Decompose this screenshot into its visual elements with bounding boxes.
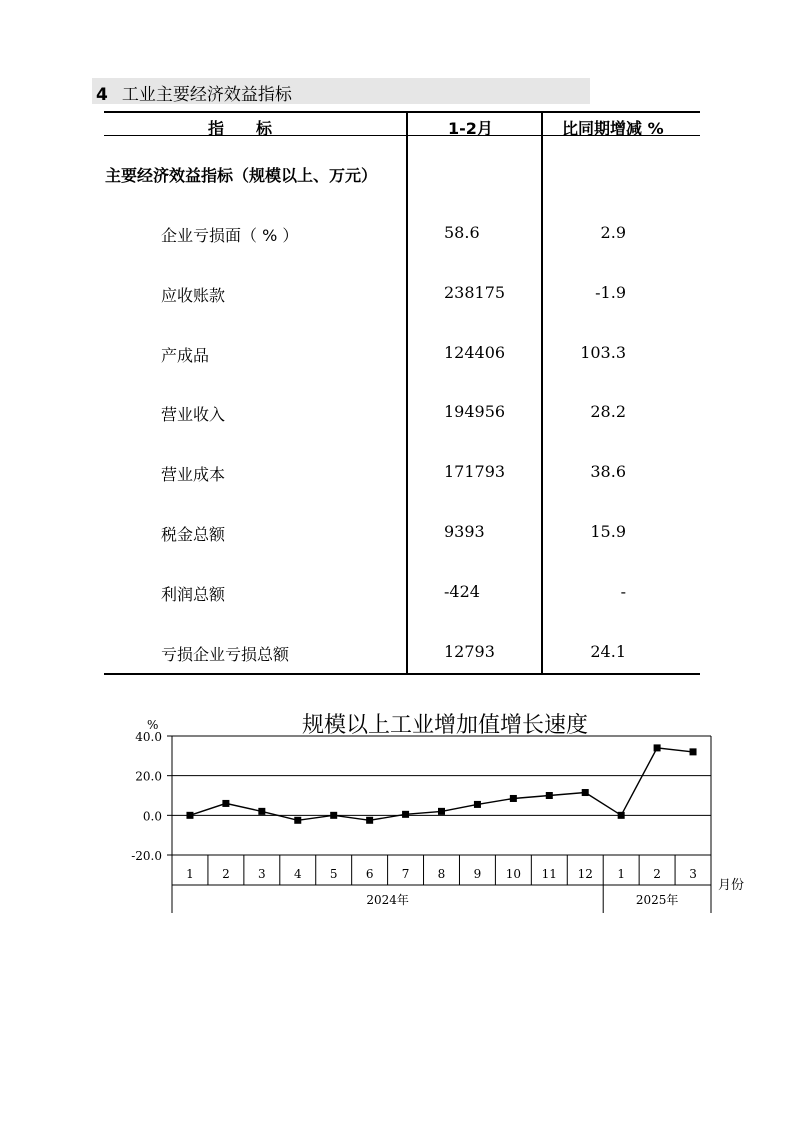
data-point: [618, 812, 625, 819]
x-tick-label: 2: [222, 867, 230, 881]
row-change: 15.9: [590, 522, 626, 541]
row-label: 税金总额: [161, 525, 226, 544]
y-unit-label: %: [147, 718, 159, 732]
row-value: 194956: [444, 402, 506, 421]
x-tick-label: 7: [401, 867, 410, 881]
y-tick-label: 0.0: [142, 809, 162, 824]
row-value: 124406: [444, 343, 506, 362]
x-unit-label: 月份: [718, 878, 745, 893]
row-label: 亏损企业亏损总额: [161, 645, 290, 664]
data-point: [438, 808, 445, 815]
x-tick-label: 2: [653, 867, 661, 881]
x-tick-label: 1: [617, 867, 625, 881]
year-label: 2024年: [366, 893, 409, 907]
header-indicator: 指 标: [208, 119, 273, 138]
data-point: [258, 808, 265, 815]
x-tick-label: 3: [258, 867, 266, 881]
x-tick-label: 11: [541, 867, 557, 881]
x-tick-label: 3: [689, 867, 697, 881]
data-point: [330, 812, 337, 819]
series-line: [190, 748, 693, 820]
row-value: 238175: [444, 283, 506, 302]
row-label: 营业成本: [161, 465, 226, 484]
row-label: 企业亏损面（ % ）: [161, 226, 299, 245]
y-tick-label: 40.0: [135, 730, 162, 744]
data-point: [222, 800, 229, 807]
row-label: 应收账款: [161, 286, 226, 305]
row-value: 171793: [444, 462, 506, 481]
row-change: 103.3: [580, 343, 626, 362]
x-tick-label: 1: [186, 867, 194, 881]
data-point: [474, 801, 481, 808]
data-point: [654, 744, 661, 751]
table-top-rule: [104, 111, 700, 113]
data-point: [366, 817, 373, 824]
y-tick-label: -20.0: [131, 849, 162, 863]
data-point: [294, 817, 301, 824]
section-title: 工业主要经济效益指标: [121, 85, 292, 105]
table-bottom-rule: [104, 673, 700, 675]
row-change: 38.6: [590, 462, 626, 481]
data-point: [690, 748, 697, 755]
row-value: 9393: [444, 522, 485, 541]
row-label: 利润总额: [161, 585, 226, 604]
year-label: 2025年: [635, 893, 679, 907]
row-change: 28.2: [590, 402, 626, 421]
header-change: 比同期增减 %: [562, 119, 664, 138]
data-point: [582, 789, 589, 796]
row-change: -: [620, 582, 626, 601]
data-point: [546, 792, 553, 799]
group-title: 主要经济效益指标（规模以上、万元）: [105, 166, 378, 185]
row-change: -1.9: [595, 283, 626, 302]
section-number: 4: [96, 85, 108, 105]
table-col-divider-1: [406, 111, 408, 674]
row-label: 营业收入: [161, 405, 226, 424]
x-tick-label: 9: [473, 867, 482, 881]
y-tick-label: 20.0: [135, 769, 162, 784]
row-value: 58.6: [444, 223, 480, 242]
x-tick-label: 5: [329, 867, 338, 881]
x-tick-label: 10: [505, 867, 522, 881]
row-change: 24.1: [590, 642, 626, 661]
data-point: [510, 795, 517, 802]
x-tick-label: 12: [577, 867, 593, 881]
row-label: 产成品: [161, 346, 210, 365]
x-tick-label: 6: [365, 867, 374, 881]
data-point: [402, 811, 409, 818]
row-value: -424: [444, 582, 480, 601]
section-heading: [96, 80, 292, 105]
data-point: [186, 812, 193, 819]
header-period: 1-2月: [448, 119, 493, 138]
x-tick-label: 8: [437, 867, 446, 881]
chart-title: 规模以上工业增加值增长速度: [302, 713, 589, 738]
row-value: 12793: [444, 642, 495, 661]
row-change: 2.9: [600, 223, 626, 242]
x-tick-label: 4: [293, 867, 302, 881]
